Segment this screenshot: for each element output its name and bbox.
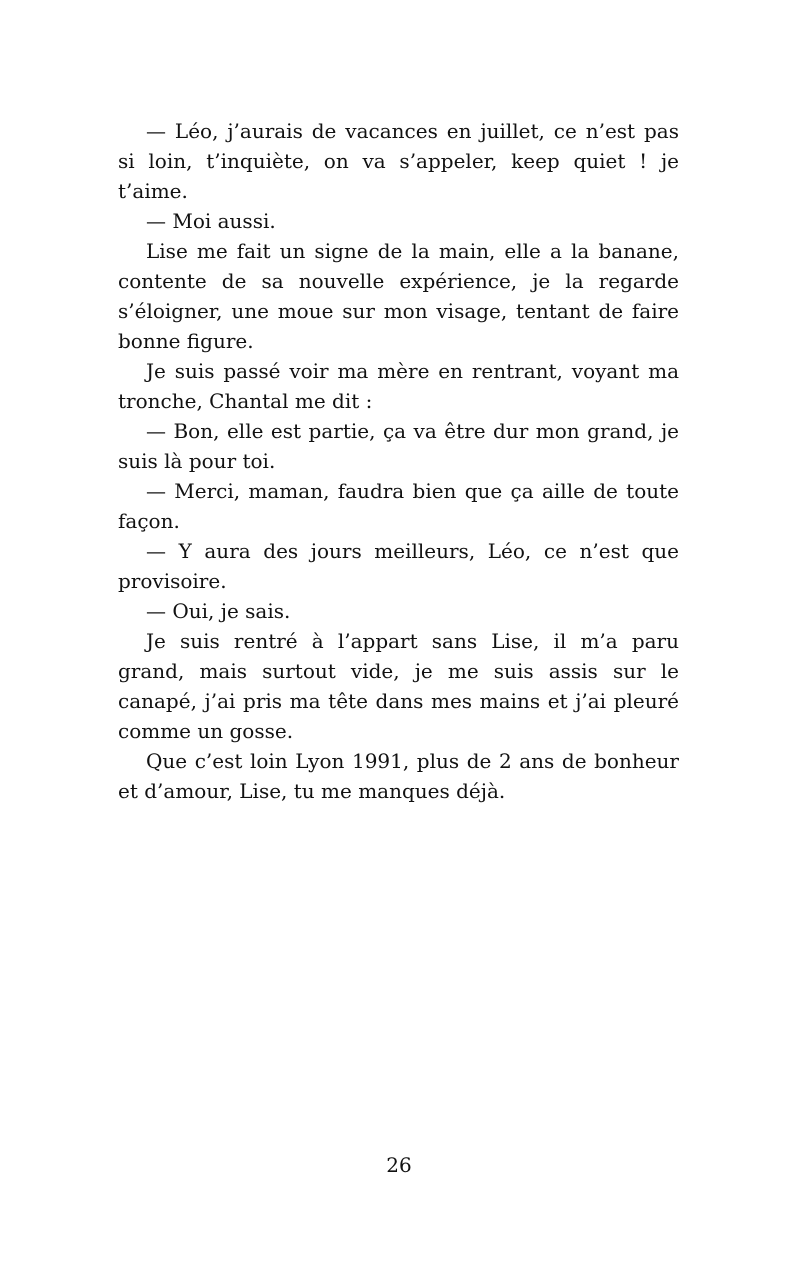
body-text bbox=[118, 116, 679, 806]
page-number: 26 bbox=[386, 1153, 412, 1177]
paragraph-10: Que c’est loin Lyon 1991, plus de 2 ans de bonheur et d’amour, Lise, tu me manques déjà. bbox=[118, 749, 679, 803]
paragraph-8: — Oui, je sais. bbox=[146, 599, 291, 623]
paragraph-3: Lise me fait un signe de la main, elle a la banane, contente de sa nouvelle expérience, je la regarde s’éloigner, une moue sur mon visage, tentant de faire bonne figure. bbox=[118, 239, 679, 353]
paragraph-2: — Moi aussi. bbox=[146, 209, 276, 233]
paragraph-7: — Y aura des jours meilleurs, Léo, ce n’est que provisoire. bbox=[118, 539, 679, 593]
paragraph-4: Je suis passé voir ma mère en rentrant, voyant ma tronche, Chantal me dit : bbox=[118, 359, 679, 413]
paragraph-5: — Bon, elle est partie, ça va être dur mon grand, je suis là pour toi. bbox=[118, 419, 679, 473]
paragraph-9: Je suis rentré à l’appart sans Lise, il m’a paru grand, mais surtout vide, je me suis assis sur le canapé, j’ai pris ma tête dans mes mains et j’ai pleuré comme un gosse. bbox=[118, 629, 679, 743]
paragraph-1: — Léo, j’aurais de vacances en juillet, ce n’est pas si loin, t’inquiète, on va s’appeler, keep quiet ! je t’aime. bbox=[118, 119, 679, 203]
paragraph-6: — Merci, maman, faudra bien que ça aille de toute façon. bbox=[118, 479, 679, 533]
